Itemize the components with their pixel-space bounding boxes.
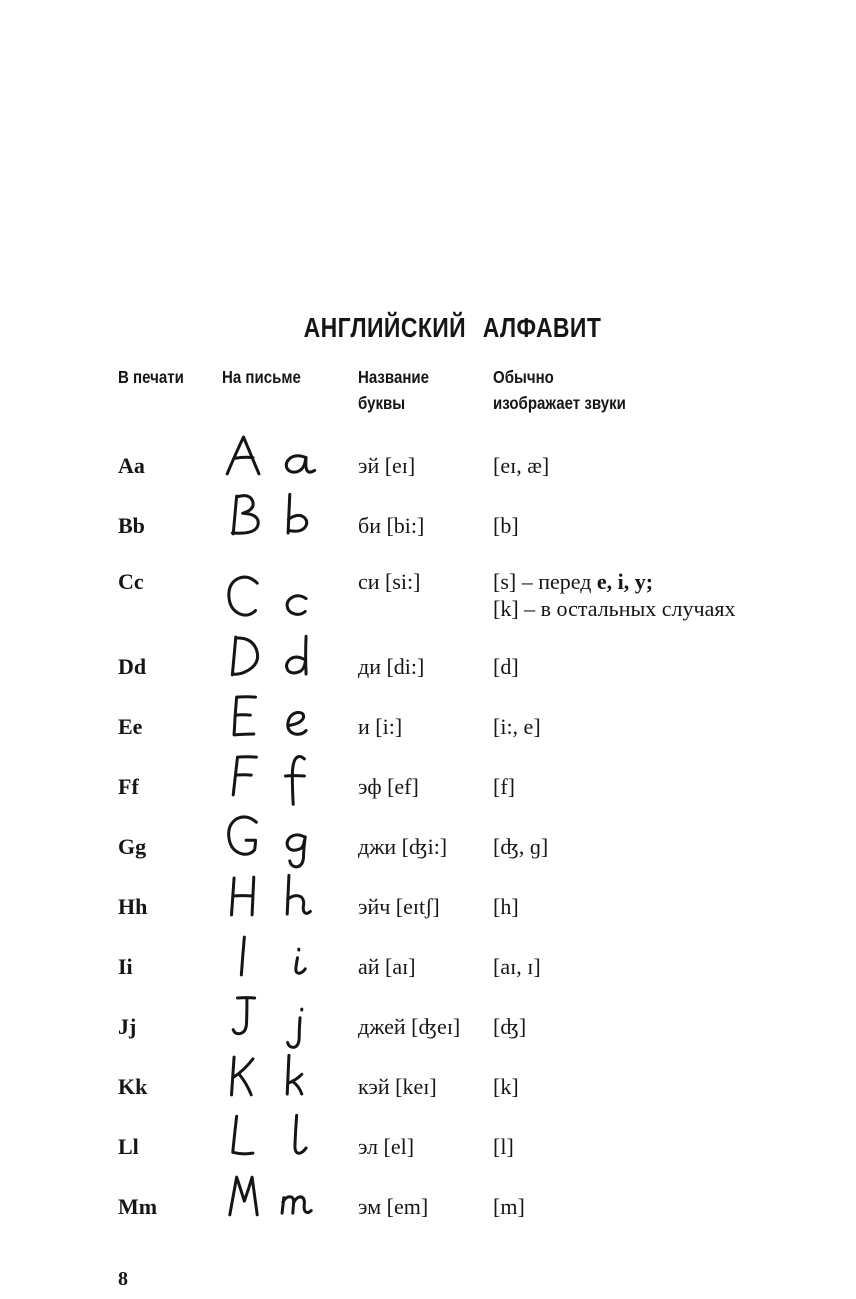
alphabet-row bbox=[118, 636, 786, 696]
page-title-text: АНГЛИЙСКИЙ АЛФАВИТ bbox=[303, 312, 601, 343]
handwritten-pair bbox=[222, 491, 358, 551]
handwritten-letter-L bbox=[222, 1112, 265, 1172]
letter-name: эл [el] bbox=[358, 1133, 415, 1159]
column-header-sounds: Обычно изображает звуки bbox=[493, 367, 626, 413]
alphabet-row bbox=[118, 495, 786, 555]
handwritten-pair bbox=[222, 1112, 358, 1172]
print-letters: Kk bbox=[118, 1073, 148, 1099]
letter-name: джи [ʤi:] bbox=[358, 833, 448, 859]
letter-name: эм [em] bbox=[358, 1193, 429, 1219]
letter-sounds: [d] bbox=[493, 653, 519, 679]
handwritten-pair bbox=[222, 932, 358, 992]
letter-name: джей [ʤeɪ] bbox=[358, 1013, 461, 1039]
letter-sounds: [ʤ, ɡ] bbox=[493, 833, 549, 859]
handwritten-letter-l bbox=[276, 1112, 319, 1172]
handwritten-pair bbox=[222, 992, 358, 1052]
page-number: 8 bbox=[118, 1268, 128, 1290]
page-title bbox=[118, 314, 786, 344]
handwritten-letter-a bbox=[276, 431, 319, 491]
sounds-line1: [s] – перед e, i, y; bbox=[493, 569, 654, 594]
letter-name: си [si:] bbox=[358, 569, 421, 594]
alphabet-row bbox=[118, 696, 786, 756]
letter-sounds: [l] bbox=[493, 1133, 514, 1159]
print-letters: Ee bbox=[118, 713, 143, 739]
handwritten-letter-d bbox=[276, 632, 319, 692]
alphabet-row bbox=[118, 1176, 786, 1236]
handwritten-letter-f bbox=[276, 752, 319, 812]
handwritten-letter-D bbox=[222, 632, 265, 692]
table-header bbox=[118, 364, 786, 416]
letter-name: ай [aɪ] bbox=[358, 953, 416, 979]
print-letters: Gg bbox=[118, 833, 147, 859]
alphabet-row bbox=[118, 1116, 786, 1176]
handwritten-letter-g bbox=[276, 812, 319, 872]
letter-name: и [i:] bbox=[358, 713, 403, 739]
alphabet-row bbox=[118, 876, 786, 936]
letter-sounds: [h] bbox=[493, 893, 519, 919]
handwritten-pair bbox=[222, 1052, 358, 1112]
handwritten-pair bbox=[222, 752, 358, 812]
letter-name: ди [di:] bbox=[358, 653, 425, 679]
handwritten-letter-e bbox=[276, 692, 319, 752]
handwritten-letter-c bbox=[276, 572, 319, 632]
print-letters: Ii bbox=[118, 953, 133, 979]
handwritten-letter-E bbox=[222, 692, 265, 752]
print-letters: Hh bbox=[118, 893, 148, 919]
column-header-print: В печати bbox=[118, 367, 184, 387]
handwritten-pair bbox=[222, 431, 358, 491]
print-letters: Ff bbox=[118, 773, 139, 799]
handwritten-letter-A bbox=[222, 431, 265, 491]
handwritten-pair bbox=[222, 812, 358, 872]
handwritten-pair bbox=[222, 1172, 358, 1232]
handwritten-letter-H bbox=[222, 872, 265, 932]
handwritten-letter-G bbox=[222, 812, 265, 872]
letter-name: эй [eɪ] bbox=[358, 452, 416, 478]
sounds-line2: [k] – в остальных случаях bbox=[493, 596, 736, 621]
alphabet-row bbox=[118, 756, 786, 816]
print-letters: Bb bbox=[118, 512, 145, 538]
handwritten-letter-j bbox=[276, 992, 319, 1052]
handwritten-pair bbox=[222, 559, 358, 632]
handwritten-letter-k bbox=[276, 1052, 319, 1112]
handwritten-letter-M bbox=[222, 1172, 265, 1232]
handwritten-letter-K bbox=[222, 1052, 265, 1112]
handwritten-letter-B bbox=[222, 491, 265, 551]
alphabet-table bbox=[118, 435, 786, 1236]
handwritten-letter-i bbox=[276, 932, 319, 992]
print-letters: Aa bbox=[118, 452, 145, 478]
column-header-letter-name: Название буквы bbox=[358, 367, 430, 413]
letter-sounds: [ʤ] bbox=[493, 1013, 527, 1039]
letter-name: эйч [eɪtʃ] bbox=[358, 893, 440, 919]
alphabet-row bbox=[118, 1056, 786, 1116]
letter-name: би [bi:] bbox=[358, 512, 425, 538]
handwritten-letter-J bbox=[222, 992, 265, 1052]
letter-name: эф [ef] bbox=[358, 773, 419, 799]
letter-sounds: [m] bbox=[493, 1193, 525, 1219]
print-letters: Ll bbox=[118, 1133, 139, 1159]
handwritten-pair bbox=[222, 632, 358, 692]
letter-sounds: [k] bbox=[493, 1073, 519, 1099]
letter-name: кэй [keɪ] bbox=[358, 1073, 437, 1099]
letter-sounds: [i:, e] bbox=[493, 713, 541, 739]
handwritten-letter-b bbox=[276, 491, 319, 551]
handwritten-letter-m bbox=[276, 1172, 319, 1232]
print-letters: Jj bbox=[118, 1013, 137, 1039]
alphabet-row bbox=[118, 816, 786, 876]
letter-sounds: [eɪ, æ] bbox=[493, 452, 550, 478]
alphabet-row bbox=[118, 996, 786, 1056]
print-letters: Dd bbox=[118, 653, 147, 679]
alphabet-row bbox=[118, 555, 786, 636]
alphabet-row bbox=[118, 936, 786, 996]
letter-sounds: [f] bbox=[493, 773, 515, 799]
handwritten-letter-h bbox=[276, 872, 319, 932]
alphabet-row bbox=[118, 435, 786, 495]
handwritten-pair bbox=[222, 692, 358, 752]
handwritten-pair bbox=[222, 872, 358, 932]
print-letters: Cc bbox=[118, 569, 144, 594]
letter-sounds: [aɪ, ɪ] bbox=[493, 953, 541, 979]
handwritten-letter-C bbox=[222, 572, 265, 632]
column-header-handwritten: На письме bbox=[222, 367, 301, 387]
letter-sounds bbox=[493, 555, 786, 622]
print-letters: Mm bbox=[118, 1193, 158, 1219]
letter-sounds: [b] bbox=[493, 512, 519, 538]
handwritten-letter-F bbox=[222, 752, 265, 812]
handwritten-letter-I bbox=[222, 932, 265, 992]
